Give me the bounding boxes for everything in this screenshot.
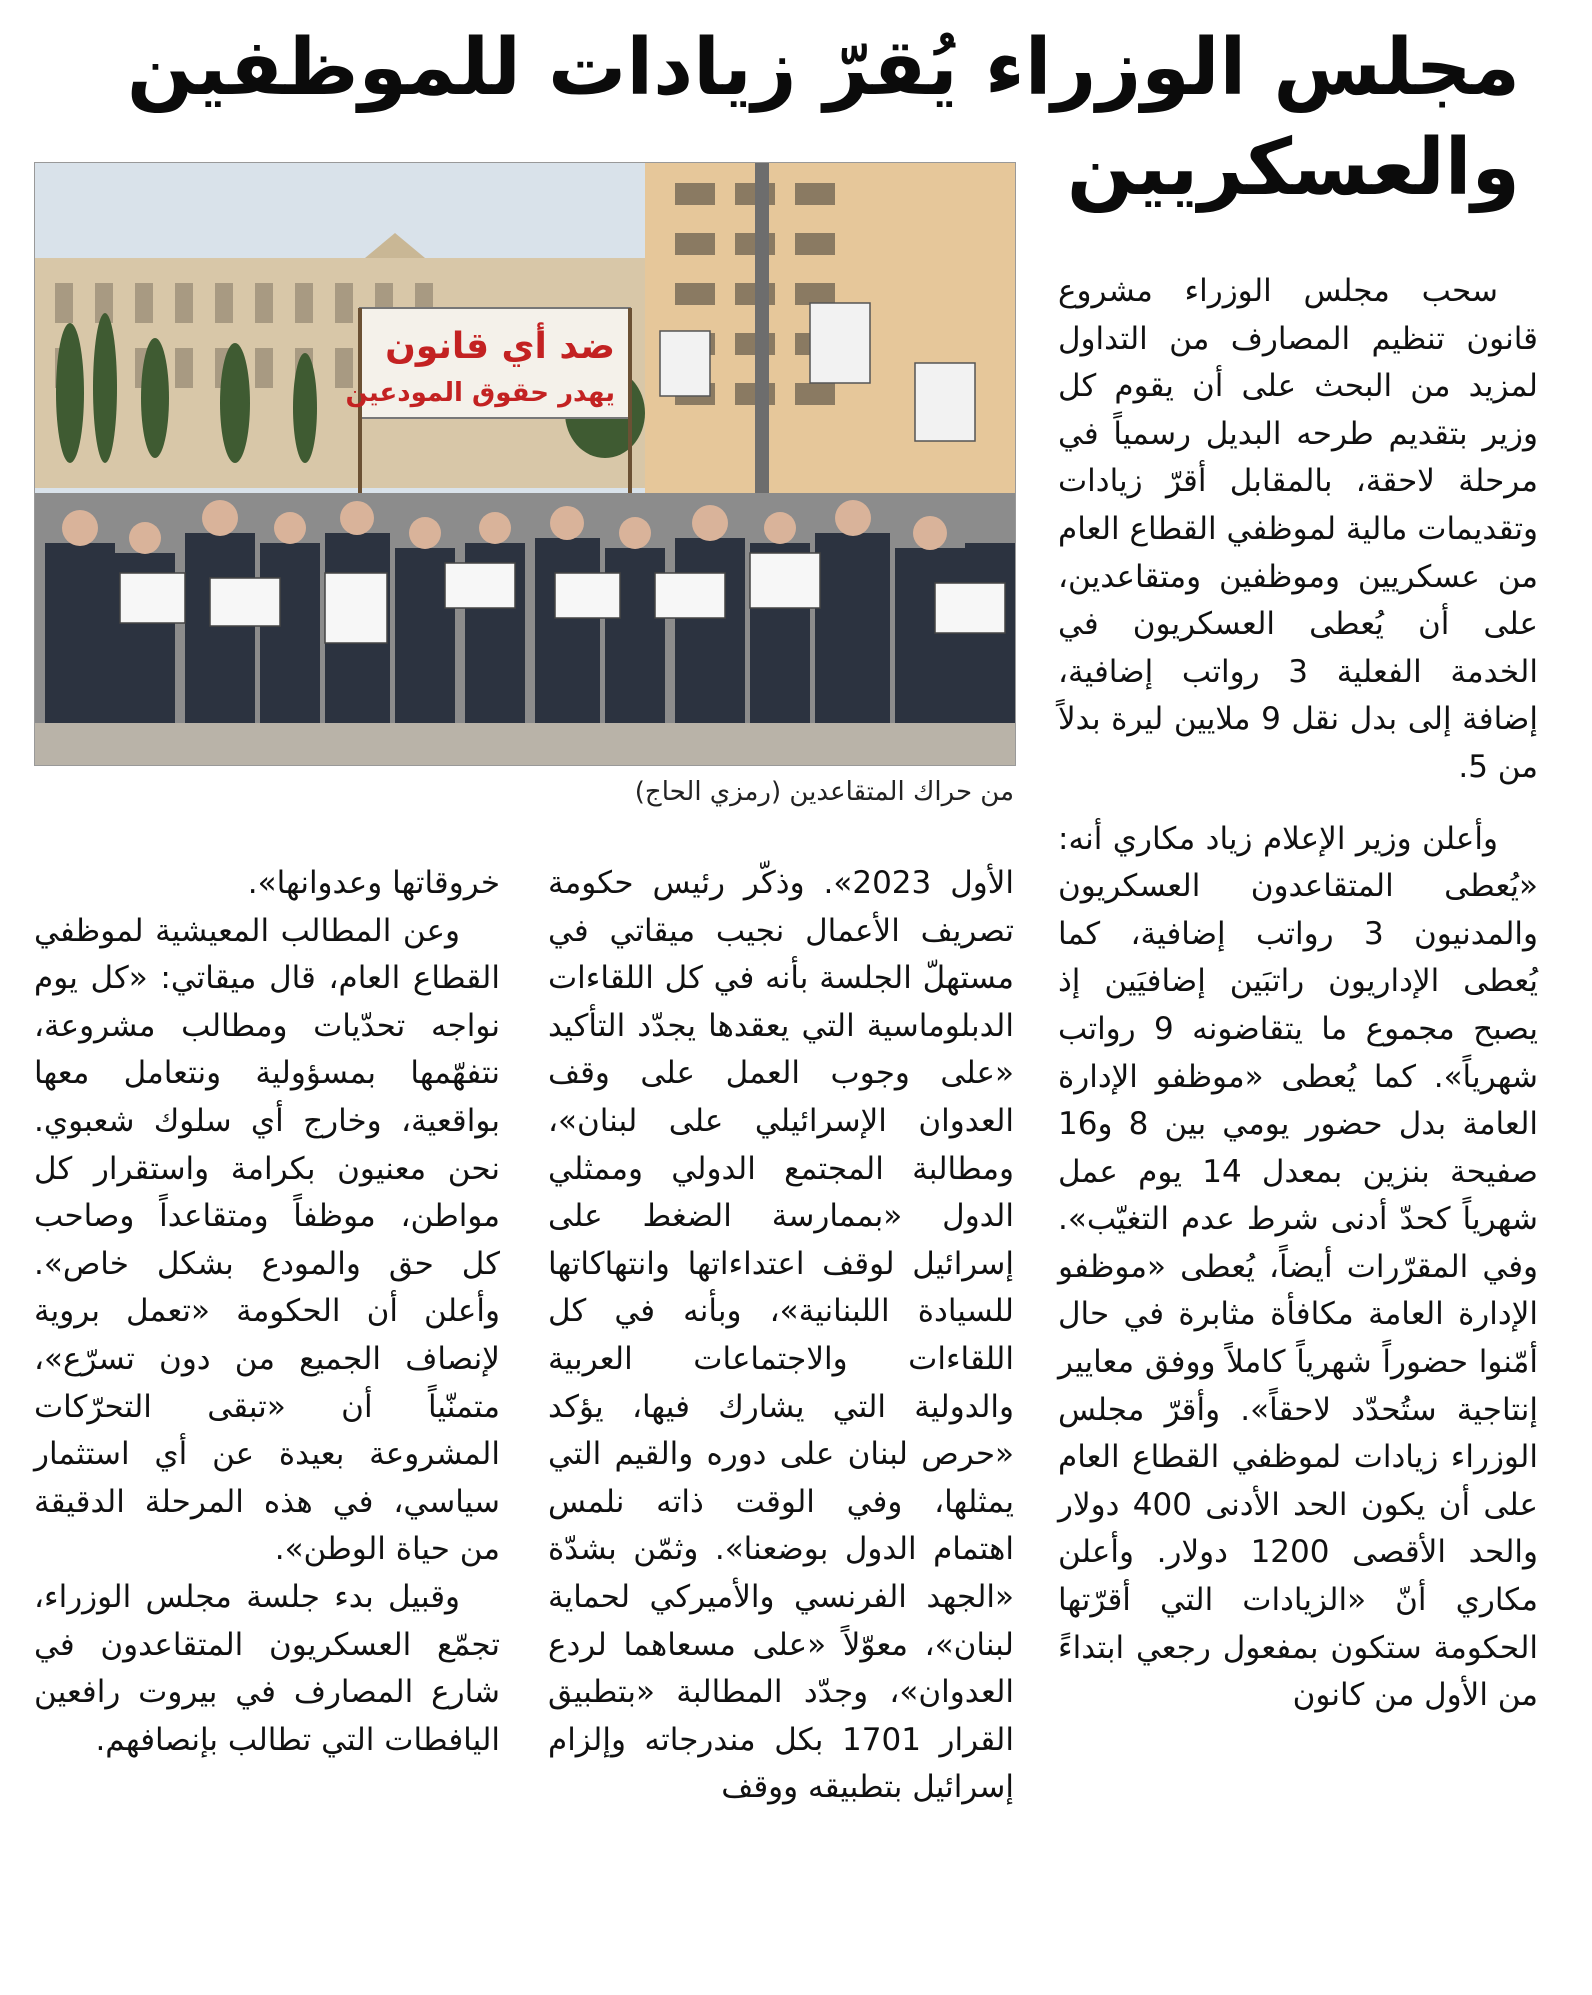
paragraph: خروقاتها وعدوانها». xyxy=(247,865,500,901)
paragraph: وأعلن وزير الإعلام زياد مكاري أنه: «يُعطى المتقاعدون العسكريون والمدنيون 3 رواتب إضافية، كما يُعطى الإداريون راتبَين إضافيَين إذ يصبح مجموع ما يتقاضونه 9 رواتب شهرياً». كما يُعطى «موظفو الإدارة العامة بدل حضور يومي بين 8 و16 صفيحة بنزين بمعدل 14 يوم عمل شهرياً كحدّ أدنى شرط عدم التغيّب». وفي المقرّرات أيضاً، يُعطى «موظفو الإدارة العامة مكافأة مثابرة في حال أمّنوا حضوراً شهرياً كاملاً ووفق معايير إنتاجية ستُحدّد لاحقاً». وأقرّ مجلس الوزراء زيادات لموظفي القطاع العام على أن يكون الحد الأدنى 400 دولار والحد الأقصى 1200 دولار. وأعلن مكاري أنّ «الزيادات التي أقرّتها الحكومة ستكون بمفعول رجعي ابتداءً من الأول من كانون xyxy=(1058,820,1539,1714)
paragraph: سحب مجلس الوزراء مشروع قانون تنظيم المصارف من التداول لمزيد من البحث على أن يقوم كل وزير بتقديم طرحه البديل رسمياً في مرحلة لاحقة، بالمقابل أقرّ زيادات وتقديمات مالية لموظفي القطاع العام من عسكريين وموظفين ومتقاعدين، على أن يُعطى العسكريون في الخدمة الفعلية 3 رواتب إضافية، إضافة إلى بدل نقل 9 ملايين ليرة بدلاً من 5. xyxy=(1058,273,1538,785)
paragraph: وقبيل بدء جلسة مجلس الوزراء، تجمّع العسكريون المتقاعدون في شارع المصارف في بيروت رافعين اليافطات التي تطالب بإنصافهم. xyxy=(34,1578,500,1758)
article-headline: مجلس الوزراء يُقرّ زيادات للموظفين والعسكريين xyxy=(126,23,1520,213)
article-column-3 xyxy=(34,860,500,1764)
article-column-2 xyxy=(548,860,1014,1812)
banner-text-2: يهدر حقوق المودعين xyxy=(345,378,615,408)
protest-photo xyxy=(35,163,1015,765)
paragraph: الأول 2023». وذكّر رئيس حكومة تصريف الأعمال نجيب ميقاتي في مستهلّ الجلسة بأنه في كل اللقاءات الدبلوماسية التي يعقدها يجدّد التأكيد «على وجوب العمل على وقف العدوان الإسرائيلي على لبنان»، ومطالبة المجتمع الدولي وممثلي الدول «بممارسة الضغط على إسرائيل لوقف اعتداءاتها وانتهاكاتها للسيادة اللبنانية»، وبأنه في كل اللقاءات والاجتماعات العربية والدولية التي يشارك فيها، يؤكد «حرص لبنان على دوره والقيم التي يمثلها، وفي الوقت ذاته نلمس اهتمام الدول بوضعنا». وثمّن بشدّة «الجهد الفرنسي والأميركي لحماية لبنان»، معوّلاً «على مسعاهما لردع العدوان»، وجدّد المطالبة «بتطبيق القرار 1701 بكل مندرجاته وإلزام إسرائيل بتطبيقه ووقف xyxy=(548,865,1014,1806)
article-photo xyxy=(34,162,1016,766)
photo-caption: من حراك المتقاعدين (رمزي الحاج) xyxy=(634,777,1014,807)
article-column-1 xyxy=(1058,268,1538,1720)
paragraph: وعن المطالب المعيشية لموظفي القطاع العام، قال ميقاتي: «كل يوم نواجه تحدّيات ومطالب مشروعة، نتفهّمها بمسؤولية ونتعامل معها بواقعية، وخارج أي سلوك شعبوي. نحن معنيون بكرامة واستقرار كل مواطن، موظفاً ومتقاعداً وصاحب كل حق والمودع بشكل خاص». وأعلن أن الحكومة «تعمل بروية لإنصاف الجميع من دون تسرّع»، متمنّياً أن «تبقى التحرّكات المشروعة بعيدة عن أي استثمار سياسي، في هذه المرحلة الدقيقة من حياة الوطن». xyxy=(34,912,500,1568)
banner-text-1: ضد أي قانون xyxy=(385,326,615,367)
